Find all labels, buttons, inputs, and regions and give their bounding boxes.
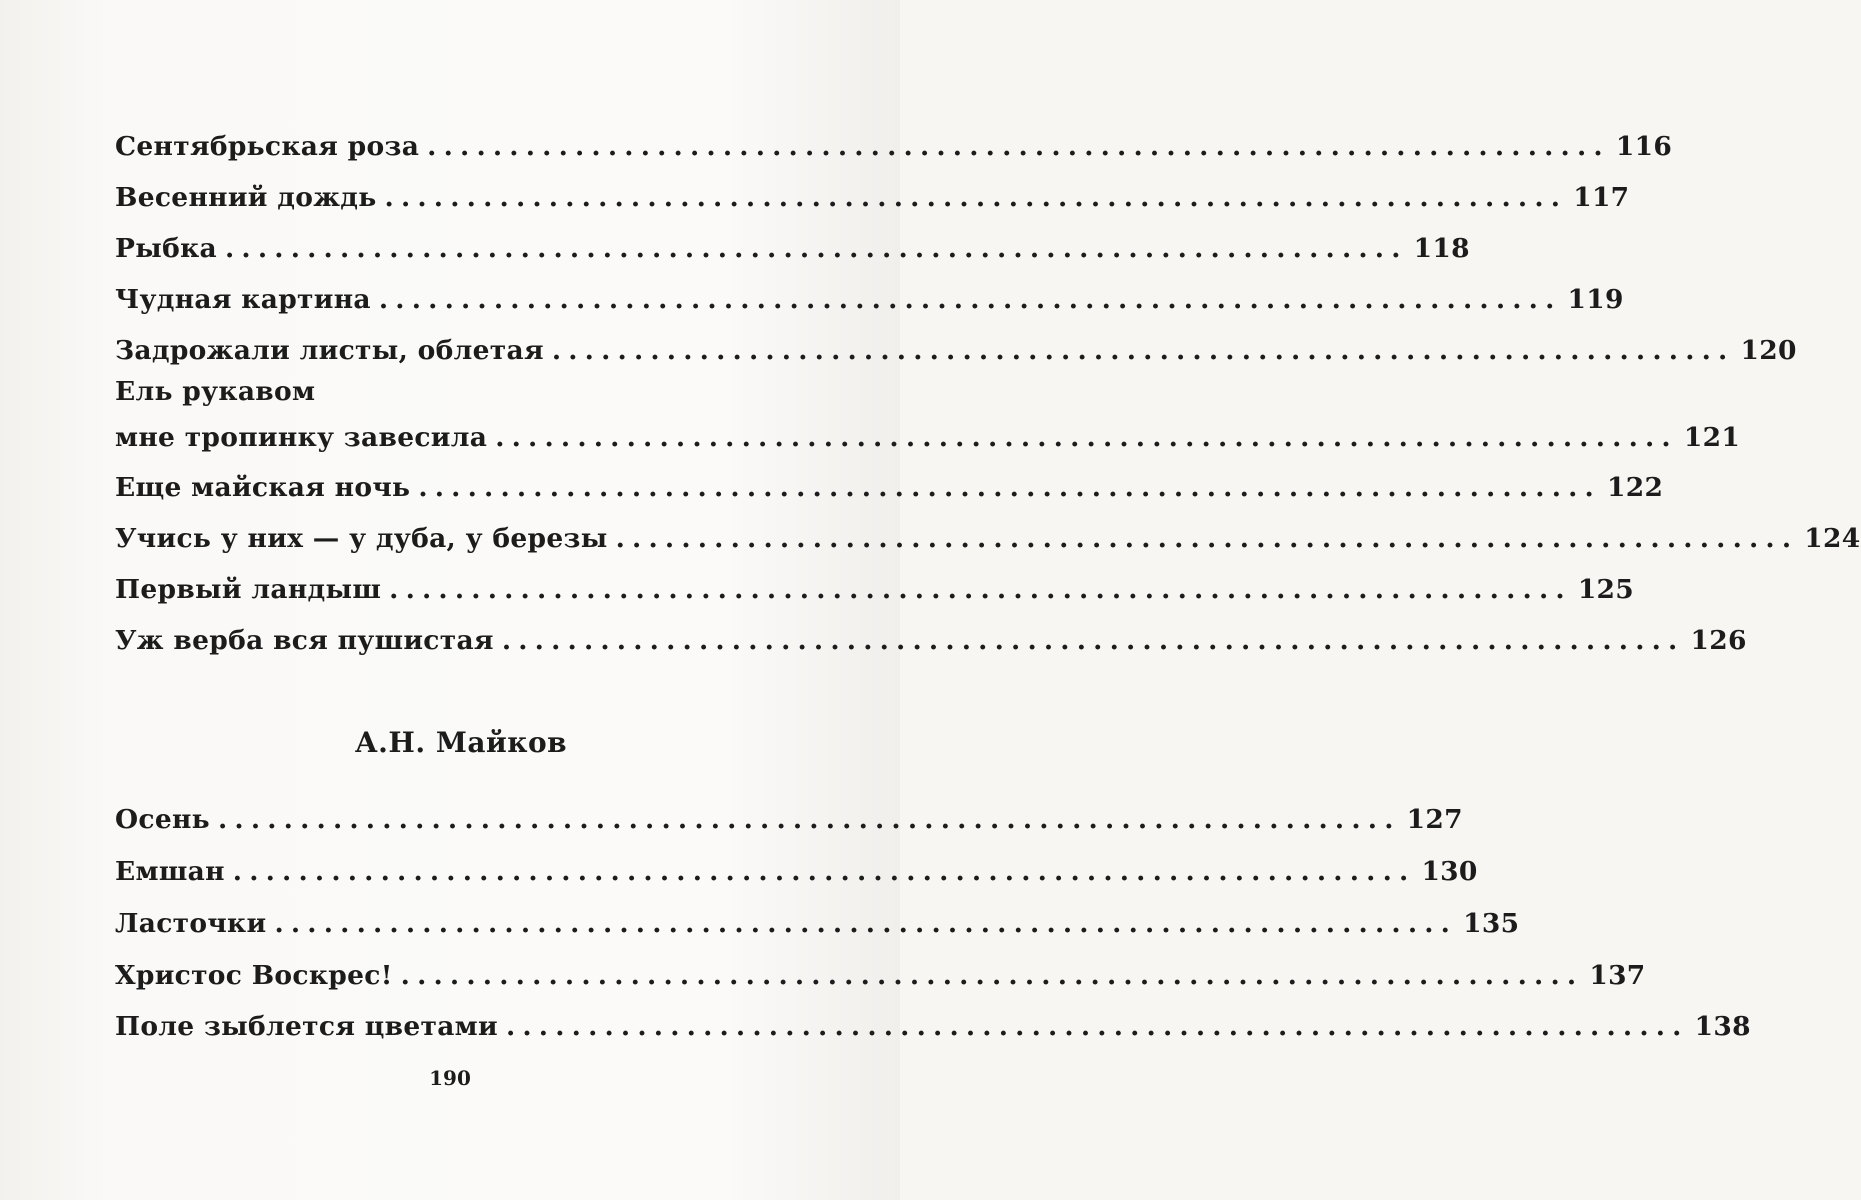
- entry-title-line: [115, 417, 1741, 453]
- entry-title: мне тропинку завесила: [115, 421, 488, 453]
- leader-dots: ........................................................................: [389, 573, 1572, 605]
- toc-entry: [115, 949, 1646, 991]
- toc-entry: [115, 222, 1470, 264]
- entry-title: Ласточки: [115, 907, 267, 939]
- entry-page: 117: [1573, 181, 1630, 213]
- entry-page: 127: [1406, 803, 1463, 835]
- leader-dots: ........................................................................: [505, 1010, 1689, 1042]
- entry-title: Ель рукавом: [115, 375, 316, 407]
- entry-title: Сентябрьская роза: [115, 130, 420, 162]
- entry-page: 124: [1804, 522, 1861, 554]
- entry-title: Рыбка: [115, 232, 217, 264]
- entry-page: 118: [1413, 232, 1470, 264]
- entry-title: Весенний дождь: [115, 181, 377, 213]
- entry-page: 135: [1463, 907, 1520, 939]
- entry-page: 120: [1740, 334, 1797, 366]
- leader-dots: ........................................................................: [418, 471, 1601, 503]
- toc-entry: [115, 171, 1630, 213]
- leader-dots: ........................................................................: [400, 959, 1584, 991]
- toc-entry: [115, 897, 1520, 939]
- toc-entry: [115, 512, 1861, 554]
- leader-dots: ........................................................................: [501, 624, 1685, 656]
- entry-title-line: [115, 371, 807, 417]
- leader-dots: ........................................................................: [384, 181, 1568, 213]
- toc-entry: [115, 793, 1463, 835]
- entry-title: Первый ландыш: [115, 573, 382, 605]
- toc-entry: [115, 461, 1664, 503]
- entry-title: Еще майская ночь: [115, 471, 411, 503]
- leader-dots: ........................................................................: [495, 421, 1678, 453]
- entry-page: 125: [1577, 573, 1635, 605]
- entry-title: Христос Воскрес!: [115, 959, 393, 991]
- entry-page: 137: [1589, 959, 1646, 991]
- toc-entry: [115, 371, 1741, 453]
- entry-page: 119: [1567, 283, 1624, 315]
- leader-dots: ........................................................................: [615, 522, 1799, 554]
- entry-page: 130: [1421, 855, 1478, 887]
- leader-dots: ........................................................................: [274, 907, 1458, 939]
- leader-dots: ........................................................................: [551, 334, 1735, 366]
- toc-entry: [115, 1000, 1751, 1042]
- entry-page: 116: [1615, 130, 1673, 162]
- entry-page: 122: [1606, 471, 1664, 503]
- leader-dots: ........................................................................: [232, 855, 1416, 887]
- toc-entry: [115, 273, 1624, 315]
- entry-title: Уж верба вся пушистая: [115, 624, 494, 656]
- author-heading: А.Н. Майков: [354, 726, 568, 759]
- entry-title: Поле зыблется цветами: [115, 1010, 498, 1042]
- toc-entry: [115, 563, 1635, 605]
- entry-title: Чудная картина: [115, 283, 371, 315]
- toc-entry: [115, 845, 1478, 887]
- entry-title: Осень: [115, 803, 210, 835]
- toc-entry: [115, 120, 1673, 162]
- toc-entry: [115, 324, 1797, 366]
- leader-dots: ........................................................................: [217, 803, 1401, 835]
- entry-page: 138: [1694, 1010, 1751, 1042]
- entry-title: Учись у них — у дуба, у березы: [115, 522, 608, 554]
- leader-dots: ........................................................................: [224, 232, 1408, 264]
- leader-dots: ........................................................................: [378, 283, 1562, 315]
- entry-title: Задрожали листы, облетая: [115, 334, 544, 366]
- toc-entry: [115, 614, 1747, 656]
- entry-page: 121: [1683, 421, 1741, 453]
- page-number: 190: [429, 1066, 471, 1090]
- leader-dots: ........................................................................: [427, 130, 1610, 162]
- entry-page: 126: [1690, 624, 1747, 656]
- entry-title: Емшан: [115, 855, 225, 887]
